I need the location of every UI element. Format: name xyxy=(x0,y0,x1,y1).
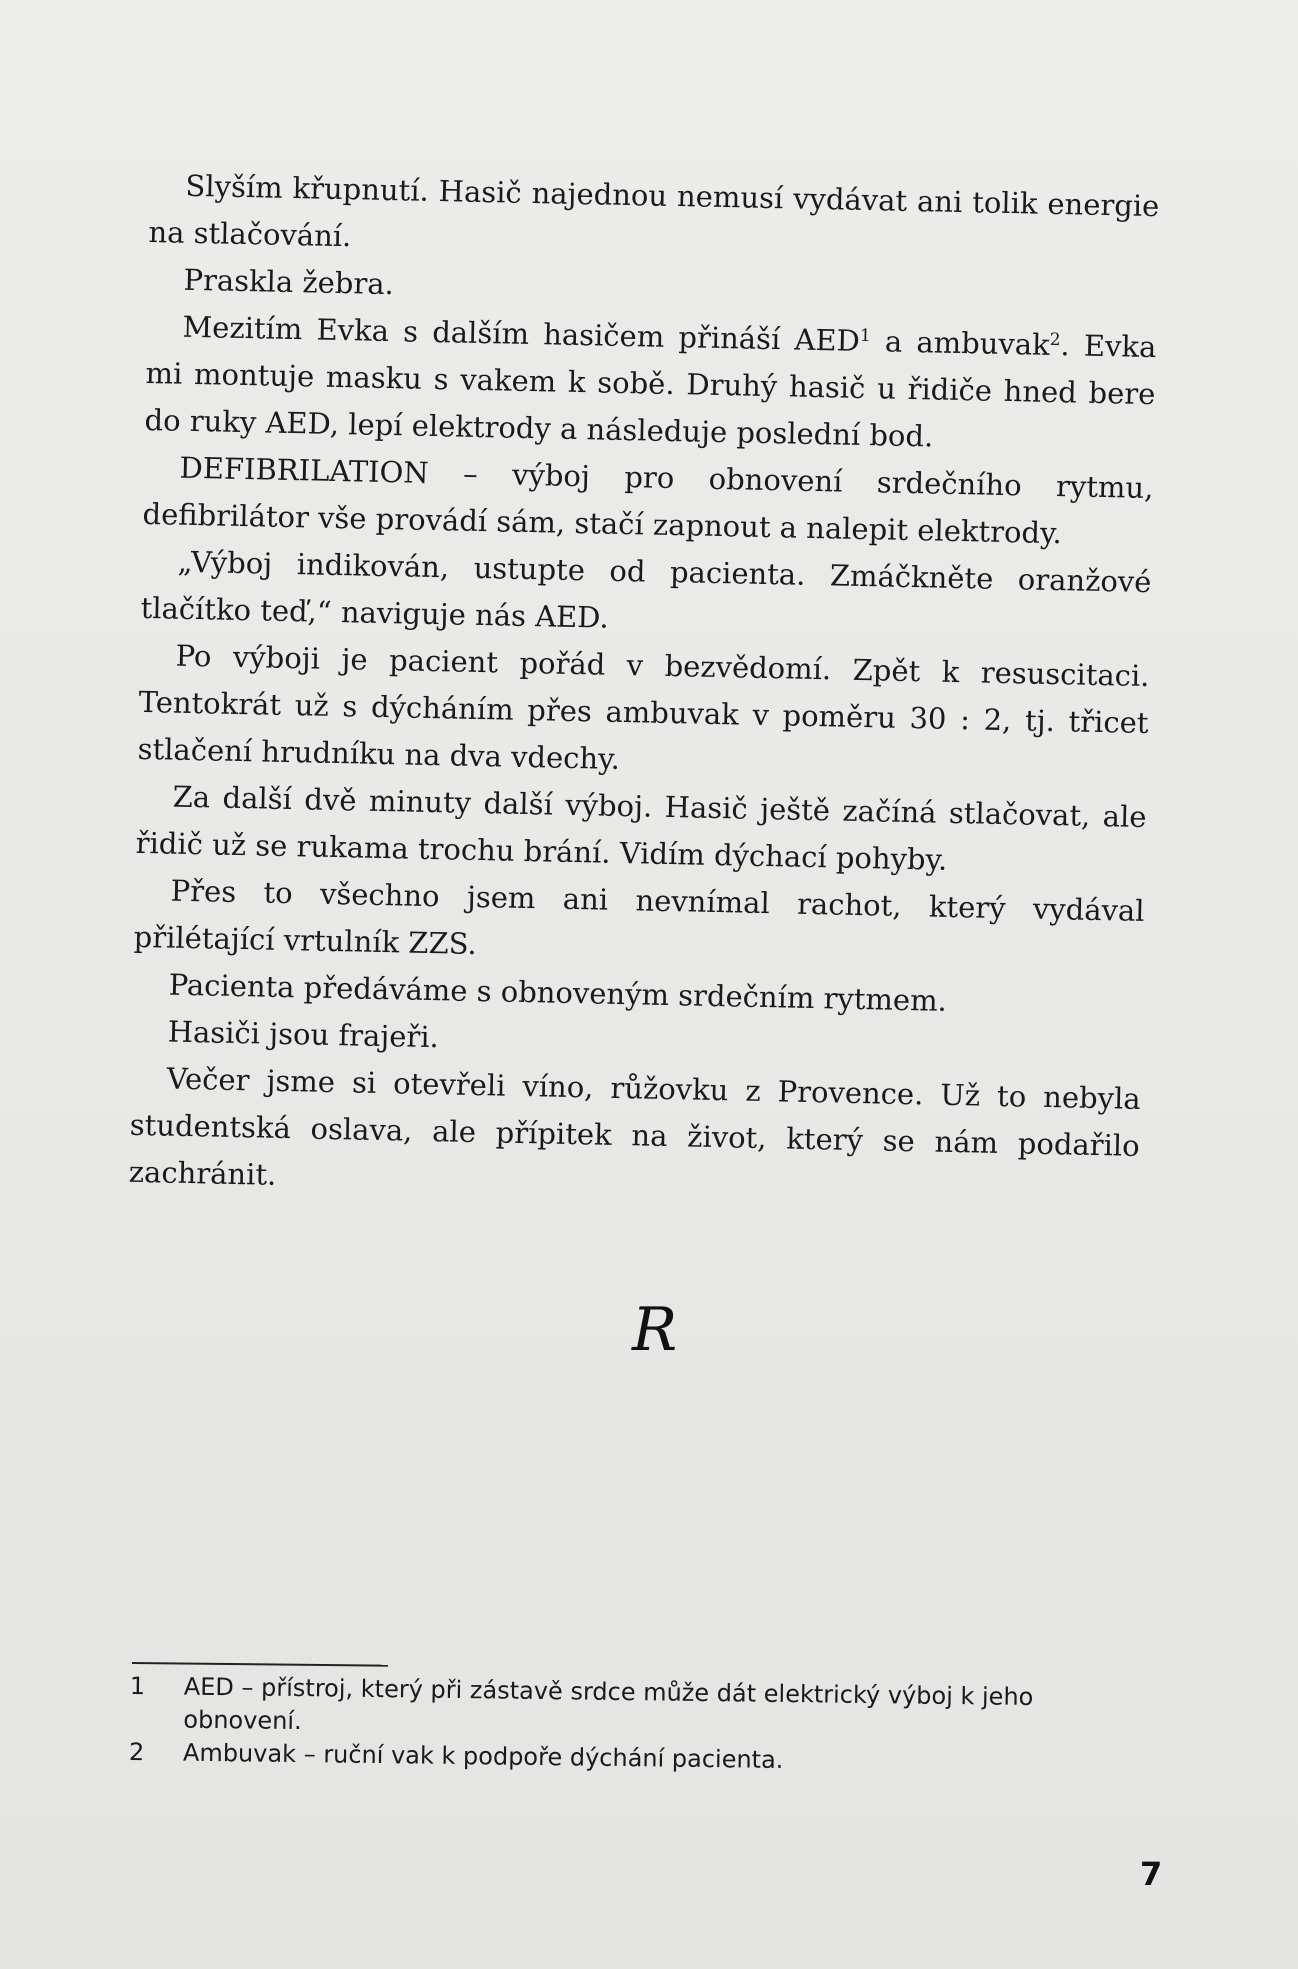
paragraph-3-start: Mezitím Evka s dalším hasičem přináší AED xyxy=(182,309,861,358)
paragraph-1: Slyším křupnutí. Hasič najednou nemusí vydávat ani tolik energie na stlačování. xyxy=(148,168,1160,254)
paragraph-4: DEFIBRILATION – výboj pro obnovení srdečního rytmu, defibrilátor vše provádí sám, stačí zapnout a nalepit elektrody. xyxy=(142,450,1154,551)
footnote-divider xyxy=(132,1662,388,1667)
paragraph-8: Přes to všechno jsem ani nevnímal rachot, který vydával přilétající vrtulník ZZS. xyxy=(133,873,1145,962)
paragraph-11: Večer jsme si otevřeli víno, růžovku z Provence. Už to nebyla studentská oslava, ale přípitek na život, který se nám podařilo zachránit. xyxy=(128,1061,1141,1192)
paragraph-3-end: . Evka mi montuje masku s vakem k sobě. Druhý hasič u řidiče hned bere do ruky AED, lepí elektrody a následuje poslední bod. xyxy=(144,328,1157,454)
footnotes xyxy=(129,1670,1080,1781)
page-number: 7 xyxy=(1140,1855,1163,1893)
footnote-number: 1 xyxy=(129,1671,146,1701)
paragraph-7: Za další dvě minuty další výboj. Hasič ještě začíná stlačovat, ale řidič už se rukama trochu brání. Vidím dýchací pohyby. xyxy=(135,779,1147,877)
footnote-text: AED – přístroj, který při zástavě srdce může dát elektrický výboj k jeho obnovení. xyxy=(183,1672,1034,1736)
footnote-ref-1: 1 xyxy=(859,325,872,347)
publisher-logo: R xyxy=(632,1295,678,1365)
footnote-ref-2: 2 xyxy=(1049,329,1061,351)
paragraph-3-middle: a ambuvak xyxy=(870,324,1051,362)
body-text xyxy=(128,162,1159,1217)
paragraph-3 xyxy=(144,303,1157,465)
footnote-number: 2 xyxy=(128,1737,145,1767)
paragraph-5: „Výboj indikován, ustupte od pacienta. Zmáčkněte oranžové tlačítko teď,“ naviguje nás AED. xyxy=(140,544,1152,635)
paragraph-2: Praskla žebra. xyxy=(183,262,395,302)
paragraph-6: Po výboji je pacient pořád v bezvědomí. Zpět k resuscitaci. Tentokrát už s dýcháním přes ambuvak v poměru 30 : 2, tj. třicet stlačení hrudníku na dva vdechy. xyxy=(137,638,1150,776)
paragraph-10: Hasiči jsou frajeři. xyxy=(167,1014,440,1055)
paragraph-9: Pacienta předáváme s obnoveným srdečním rytmem. xyxy=(168,967,948,1018)
footnote-text: Ambuvak – ruční vak k podpoře dýchání pacienta. xyxy=(182,1738,784,1774)
footnote-item xyxy=(129,1670,1080,1748)
